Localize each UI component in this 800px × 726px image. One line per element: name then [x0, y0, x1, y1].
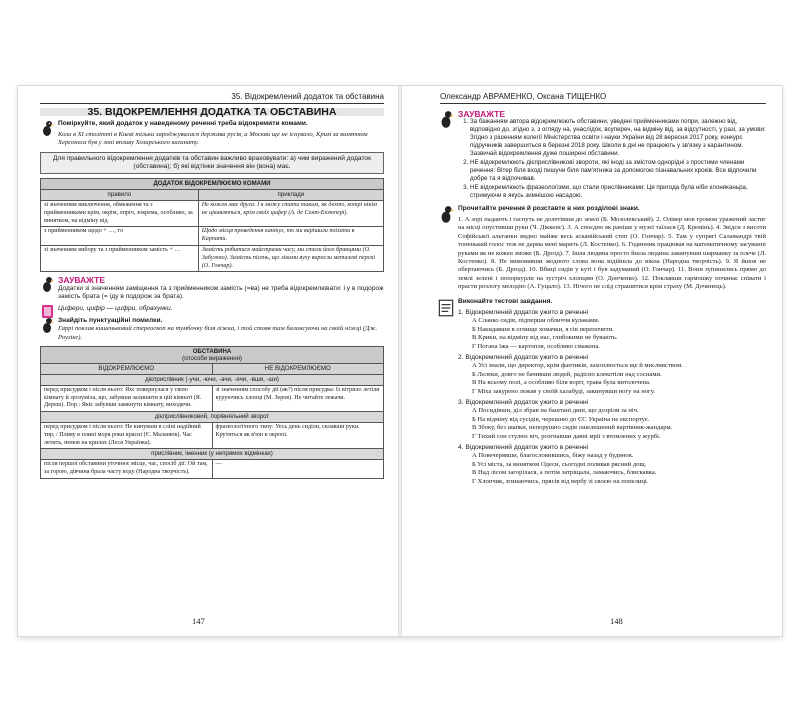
task-example: Коли в XI столітті в Києві тільки зароджувалася держава русів, а Москви ще не існувало, Крим за винятком Херсонеса був у зоні впливу Хозарського каганату.	[58, 130, 368, 147]
left-header-rule	[40, 103, 384, 104]
table-cell: перед присудком і після нього: Яхє повернулася у свою кімнату й зрозуміла, що, забувши залишити в цій кімнаті (Я. Дереш). Пор.: Якіє забувши замкнути кімнату, виходячи.	[41, 385, 213, 411]
col-examples-header: приклади	[198, 190, 383, 201]
col-yes-header: ВІДОКРЕМЛЮЄМО	[41, 364, 213, 375]
answer-option: А Повечерявши, благословившись, біжу назад у будинок.	[472, 452, 634, 460]
bird-icon	[40, 120, 54, 138]
bird-icon	[438, 298, 454, 318]
left-running-header: 35. Відокремлений додаток та обставина	[231, 92, 384, 101]
note-heading: ЗАУВАЖТЕ	[58, 275, 106, 286]
question-text: 4. Відокремлений додаток ужито в реченні	[458, 444, 589, 452]
task1-text: 1. А зорі падають і гаснуть не долетівши до землі (Б. Мозолевський). 2. Олівер мов громом уражений застиг на місці опустивши руки (Ч. Діккенс). 3. А споєдно як раніше у музеї таїлася (Д. Кремінь). 4. Звідси з висоти Софійської альтанки видно майже весь асканійський степ (О. Гончар). 5. Там у супрягі Саламандрі твій тоненький голос теж не дарма мені марить (Л. Костенко). 6. Годинник працював на математичному засуванні руками як не кожен зможе (Б. Дрозд). 7. Ішла людина просто йшла людина закинувши шарманку за плече (Л. Костенко). 8. Не вимовивши жодного слова вона відійшла до вікна (Народна творчість). 9. Я йшов не обертаючись (Б. Дрозд). 10. Вбиці сидів у куті і був задуманий (О. Гончар). 11. Вони зупинились прямо до землі зелені і попоркурли на зустріч хлопцям (О. Донченко). 12. Поклавши гармошку починає співати і прасти розлогу мелодію (А. Гуцало). 13. Нічого не слід страшитися крім страху (М. Дочинець).	[458, 215, 766, 291]
group-header: прислівник, іменник (у непрямих відмінках)	[41, 449, 384, 460]
note-example: Цифери, цифір — цифри, обрахунки.	[58, 304, 173, 312]
test-question	[458, 309, 766, 351]
question-text: 3. Відокремлений додаток ужито в реченні	[458, 399, 589, 406]
task2-example: Гаррі поклав кишеньковий стереоскоп на тумбочку біля ліжка, і той стояв там балансуючи на своїй ніжці (Дж. Роулінг).	[58, 325, 378, 341]
answer-option: Г Погана їжа — картопля, особливо смажена.	[472, 342, 601, 350]
list-item: 2. НЕ відокремлюють дієприслівникові звороти, які іноді за змістом однорідні з простими членами речення: Вітер біля вході пишучи біля пам'ятника за допомогою пізнавальних кроків. Все відпочили добре та я відпочивав.	[470, 159, 766, 183]
table-row	[41, 460, 384, 479]
table-cell: після першої обставини уточнює місце, час, спосіб дії: Ой там, за горою, дівчина брала часту воду (Народна творчість).	[41, 460, 213, 479]
answer-option: Б Накидавши в огнище хомачки, я сів перепочити.	[472, 325, 614, 333]
bird-icon	[40, 276, 54, 294]
right-content	[440, 110, 766, 486]
answer-option: В Над лісом загорілася, а потім затріщала, ламаючись, блискавка.	[472, 469, 657, 477]
section-title: 35. ВІДОКРЕМЛЕННЯ ДОДАТКА ТА ОБСТАВИНА	[40, 108, 384, 116]
test-question	[458, 354, 766, 396]
apposition-table-caption: ДОДАТОК ВІДОКРЕМЛЮЄМО КОМАМИ	[41, 179, 384, 190]
right-header-rule	[440, 103, 766, 104]
table-cell: фразеологічного типу: Уесь день сиділи, склавши руки. Крутиться як в'юн в окропі.	[212, 423, 384, 449]
answer-option: Б Лелеки, довго не бачивши людей, радісно клекотіли над соснами.	[472, 370, 662, 378]
table-row	[41, 227, 384, 246]
table-cell: —	[212, 460, 384, 479]
task2-instruction: Виконайте тестові завдання.	[458, 297, 553, 305]
answer-option: А Сланко сидів, підперши обличчя кулаками.	[472, 317, 600, 325]
apposition-table	[40, 178, 384, 272]
table-cell: Замість робитися майстрами часу, ми стали його бранцями (О. Забужко). Замість пісень, що ліками вуху виросли металеві персні (О. Гончар).	[198, 246, 383, 272]
answer-option: Г Міха закурено лежав у своїй халабуді, закинувши ногу на ногу.	[472, 387, 656, 395]
task2-block	[40, 317, 384, 342]
note-block	[40, 276, 384, 301]
group-header: дієприслівник (-учи, -ючи, -ачи, -ячи, -вши, -ши)	[41, 375, 384, 386]
right-running-header: Олександр АВРАМЕНКО, Оксана ТИЩЕНКО	[440, 92, 607, 101]
table-cell: Щодо місця проведення канікул, то ми вирішили поїхати в Карпати.	[198, 227, 383, 246]
task-instruction: Поміркуйте, який додаток у наведеному реченні треба відокремити комами.	[58, 120, 308, 128]
test-block	[440, 298, 766, 487]
answer-option: В На всьому полі, а особливо біля воріт, трава була витолочена.	[472, 379, 651, 387]
adverbial-subcaption: (способи вираження)	[182, 355, 242, 363]
left-content	[40, 108, 384, 479]
col-no-header: НЕ ВІДОКРЕМЛЮЄМО	[212, 364, 384, 375]
answer-option: Г Хлопчик, згинаючись, прясів від вербу зі своєю на попелиці.	[472, 477, 649, 485]
col-rule-header: правило	[41, 190, 199, 201]
task1-instruction: Прочитайте речення й розставте в них розділові знаки.	[458, 205, 640, 213]
left-page-number: 147	[192, 616, 205, 626]
table-cell: зі значенням способу дії (як?) після присудка: Із вітрило летіли куруючись хлопці (М. Зеров). Не читайте лежачи.	[212, 385, 384, 411]
bird-icon	[40, 317, 54, 335]
table-cell: зі значенням виключення, обмеження та з прийменниками крім, окрім, опріч, зокрема, особливо, за винятком, на відміну від	[41, 201, 199, 227]
table-cell: з прийменником щодо + …, то	[41, 227, 199, 246]
group-header: дієприслівниковий, порівняльний зворот	[41, 412, 384, 423]
answer-option: В Крики, на відміну від нас, глибокими не бувають.	[472, 334, 618, 342]
warn-block	[440, 110, 766, 199]
left-page	[18, 86, 400, 636]
test-question	[458, 444, 766, 486]
list-item: 3. НЕ відокремлюють фразеологізми, що стали прислівниками: Ця пригода була ніби клоняканьра, стримуючи в якусь зимнішою насадою.	[470, 184, 766, 200]
bird-icon	[438, 110, 454, 130]
table-cell: зі значенням вибору та з прийменником замість + …	[41, 246, 199, 272]
table-cell: перед присудком і після нього: Не кинувши в сліпі надійний тир, / Пливу в плині моря роки красні (Є. Маланюк). Час летить, немов на крилах (Леся Українка).	[41, 423, 213, 449]
table-row	[41, 423, 384, 449]
test-question	[458, 399, 766, 441]
note-text: Додатки зі значенням заміщення та з прийменником замість (=ва) не треба відокремлювати: і у в подорож замість брата (= їду в подорож за брата).	[58, 284, 384, 301]
adverbial-table-caption	[41, 347, 384, 364]
adverbial-table	[40, 346, 384, 479]
answer-option: Г Тихий сон стулює віч, розгнавши давні мрії з втомлених у журбі.	[472, 432, 661, 440]
answer-option: Б На відміну від сусідів, черешню до ЄС Україна не експортує.	[472, 415, 650, 423]
task1-block	[440, 205, 766, 291]
right-page-number: 148	[610, 616, 623, 626]
book-spread	[18, 86, 782, 636]
book-icon	[42, 305, 53, 318]
task2-instruction: Знайдіть пунктуаційні помилки.	[58, 317, 163, 325]
table-row	[41, 246, 384, 272]
answer-option: А Посидівши, діл збрав на баштані дині, що дозріли за ніч.	[472, 407, 639, 415]
answer-option: В Збоку, без шапки, непорушно сидів ошелешений вартівник-жандарм.	[472, 424, 673, 432]
question-text: 2. Відокремлений додаток ужито в реченні	[458, 353, 589, 361]
note-example-block	[40, 305, 384, 313]
question-text: 1. Відокремлений додаток ужито в реченні	[458, 308, 589, 316]
warn-list	[458, 118, 766, 199]
list-item: 1. За бажанням автора відокремлюють обставини, уведені прийменниками попри, залежно від, відповідно до, згідно з, з огляду на, унаслідок, всупереч, на відміну від, за відсутності, у разі, за умови: Згідно з рішенням колегії Міністерства освіти і науки України від 28 вересня 2017 року, конкурс підручників завершиться в березні 2018 року. Школи в дні не працюють у зв'язку з карантином. Зазвичай відокремлення дуже поширені обставини.	[470, 118, 766, 158]
intro-box: Для правильного відокремлення додатків та обставин важливо враховувати: а) чим виражений додаток (обставина); б) які відтінки значення він (вона) має.	[40, 152, 384, 175]
adverbial-caption: ОБСТАВИНА	[192, 348, 232, 356]
table-row	[41, 201, 384, 227]
answer-option: А Усі знали, що директор, крім фантиків, захоплюється ще й мисливством.	[472, 362, 683, 370]
warn-heading: ЗАУВАЖТЕ	[458, 109, 506, 119]
right-page	[400, 86, 782, 636]
answer-option: Б Усі міста, за винятком Одеси, сьогодні поливав рясний дощ.	[472, 460, 647, 468]
table-row	[41, 385, 384, 411]
task-block	[40, 120, 384, 147]
bird-icon	[438, 205, 454, 225]
table-cell: Не кожен має друга. І я можу стати таким, як дехто, котрі нікім не цікавляться, крім своїх цифер (А. де Сент-Екзюпері).	[198, 201, 383, 227]
